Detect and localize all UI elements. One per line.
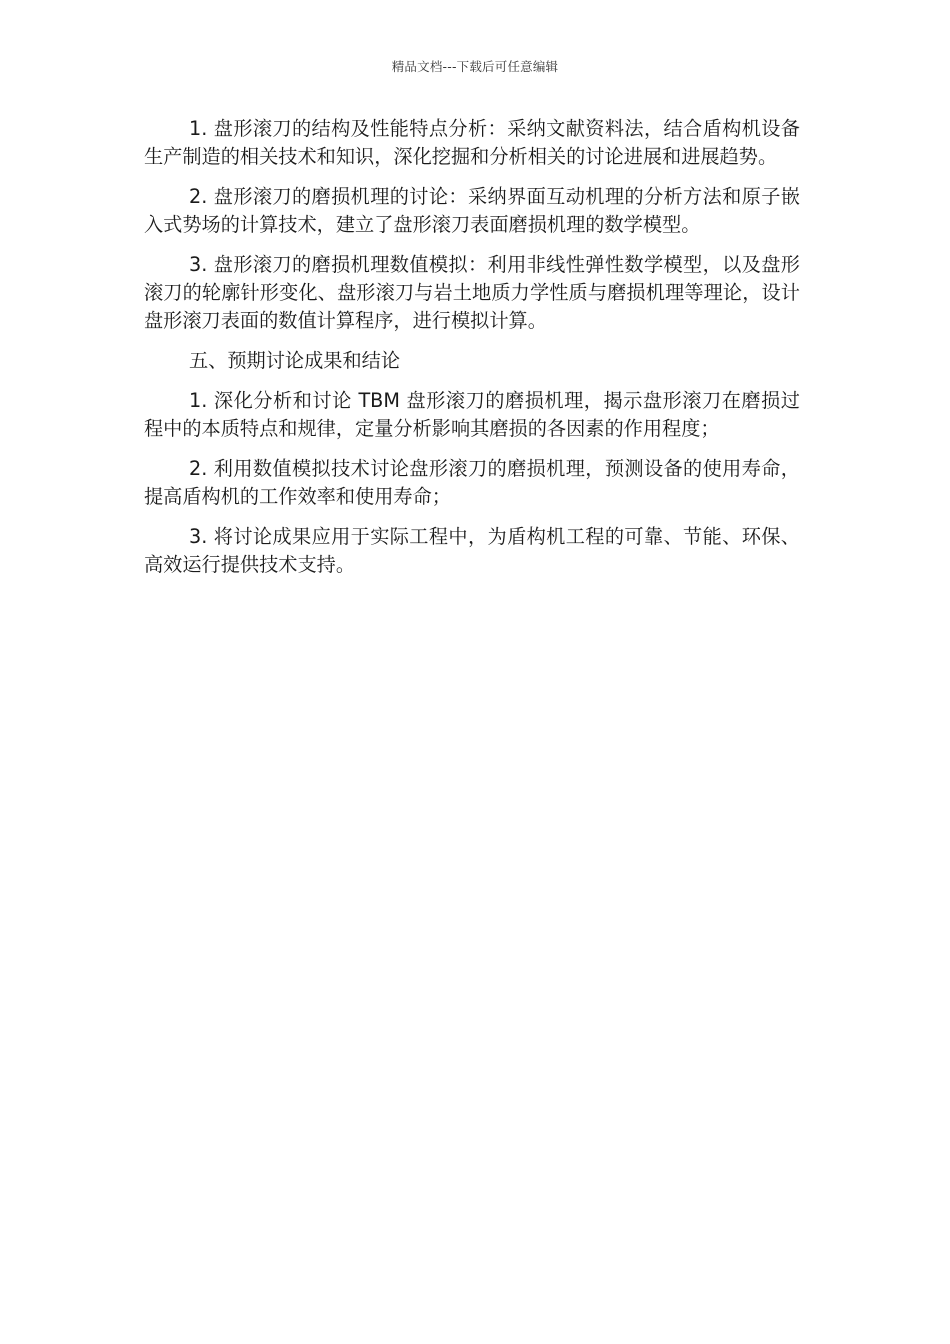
paragraph-result-life-prediction: 2. 利用数值模拟技术讨论盘形滚刀的磨损机理，预测设备的使用寿命，提高盾构机的工作效率和使用寿命；	[144, 457, 800, 508]
paragraph-result-engineering-application: 3. 将讨论成果应用于实际工程中，为盾构机工程的可靠、节能、环保、高效运行提供技术支持。	[144, 525, 800, 576]
page-header: 精品文档---下载后可任意编辑	[391, 59, 559, 74]
paragraph-method-wear-mechanism: 2. 盘形滚刀的磨损机理的讨论：采纳界面互动机理的分析方法和原子嵌入式势场的计算技术，建立了盘形滚刀表面磨损机理的数学模型。	[144, 185, 800, 236]
paragraph-method-numerical-simulation: 3. 盘形滚刀的磨损机理数值模拟：利用非线性弹性数学模型，以及盘形滚刀的轮廓针形变化、盘形滚刀与岩土地质力学性质与磨损机理等理论，设计盘形滚刀表面的数值计算程序，进行模拟计算。	[144, 253, 800, 332]
section-heading-expected-results: 五、预期讨论成果和结论	[189, 349, 401, 372]
paragraph-result-mechanism-analysis: 1. 深化分析和讨论 TBM 盘形滚刀的磨损机理，揭示盘形滚刀在磨损过程中的本质特点和规律，定量分析影响其磨损的各因素的作用程度；	[144, 389, 800, 440]
paragraph-method-structure-analysis: 1. 盘形滚刀的结构及性能特点分析：采纳文献资料法，结合盾构机设备生产制造的相关技术和知识，深化挖掘和分析相关的讨论进展和进展趋势。	[144, 117, 800, 168]
document-body	[144, 115, 800, 591]
